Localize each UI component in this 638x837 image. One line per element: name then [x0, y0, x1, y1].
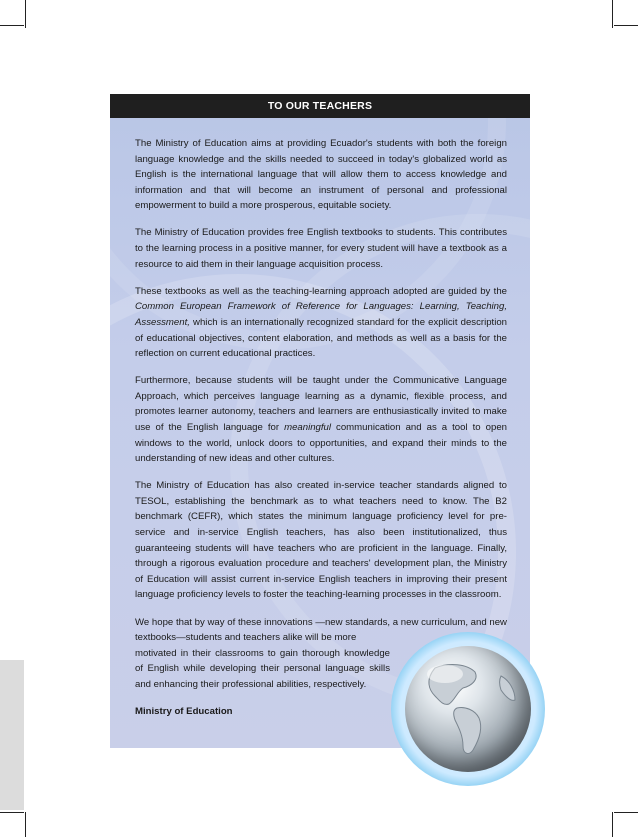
- margin-color-strip: [0, 660, 24, 810]
- paragraph-4-text-b: communication and as a tool to open windows to the world, unlock doors to opportunities, and expand their minds to the understanding of new ideas and other cultures.: [135, 422, 507, 465]
- paragraph-2: The Ministry of Education provides free English textbooks to students. This contributes to the learning process in a positive manner, for every student will have a textbook as a resource to aid them in their language acquisition process.: [135, 227, 507, 270]
- page-title-bar: [110, 94, 530, 118]
- signoff-ministry: Ministry of Education: [135, 706, 233, 717]
- paragraph-3-text-a: These textbooks as well as the teaching-learning approach adopted are guided by the: [135, 285, 507, 297]
- globe-ring: [391, 632, 545, 786]
- crop-mark-top-right-h: [614, 25, 638, 26]
- crop-mark-bottom-left-v: [25, 812, 26, 837]
- crop-mark-bottom-right-h: [614, 812, 638, 813]
- letter-body: [135, 136, 507, 720]
- paragraph-5: The Ministry of Education has also created in-service teacher standards aligned to TESOL, establishing the benchmark as to what teachers need to know. The B2 benchmark (CEFR), which states the minimum language proficiency level for pre-service and in-service English teachers, has also been institutionalized, thus guaranteeing students will have teachers who are proficient in the language. Finally, through a rigorous evaluation procedure and teachers' development plan, the Ministry of Education will assist current in-service English teachers in improving their present language proficiency levels to foster the teaching-learning processes in the classroom.: [135, 480, 507, 601]
- globe-continents: [405, 646, 531, 772]
- crop-mark-bottom-left-h: [0, 812, 24, 813]
- paragraph-4: [135, 373, 507, 467]
- crop-mark-top-left-h: [0, 25, 24, 26]
- globe-icon: [405, 646, 531, 772]
- paragraph-3: [135, 284, 507, 362]
- paragraph-3-text-b: which is an internationally recognized standard for the explicit description of educational objectives, content elaboration, and methods as well as a basis for the reflection on current educational practices.: [135, 316, 507, 360]
- crop-mark-bottom-right-v: [612, 812, 613, 837]
- paragraph-3-italic-title: Common European Framework of Reference for Languages: Learning, Teaching, Assessment,: [135, 301, 507, 328]
- page-title: TO OUR TEACHERS: [267, 100, 373, 112]
- paragraph-6-text-a: We hope that by way of these innovations —new standards, a new curriculum, and new textbooks—students and teachers alike will be more: [135, 616, 507, 644]
- crop-mark-top-right-v: [612, 0, 613, 28]
- crop-mark-top-left-v: [25, 0, 26, 28]
- paragraph-4-italic-word: meaningful: [284, 422, 332, 433]
- paragraph-4-text-a: Furthermore, because students will be taught under the Communicative Language Approach, which perceives language learning as a dynamic, flexible process, and promotes learner autonomy, teachers and learners are enthusiastically invited to make use of the English language for: [135, 375, 507, 433]
- paragraph-1: The Ministry of Education aims at providing Ecuador's students with both the foreign language knowledge and the skills needed to succeed in today's globalized world as English is the international language that will allow them to access knowledge and information and that will become an instrument of personal and professional empowerment to build a more prosperous, equitable society.: [135, 138, 507, 212]
- paragraph-6-continued: motivated in their classrooms to gain thorough knowledge of English while developing their personal language skills and enhancing their professional abilities, respectively.: [135, 647, 390, 690]
